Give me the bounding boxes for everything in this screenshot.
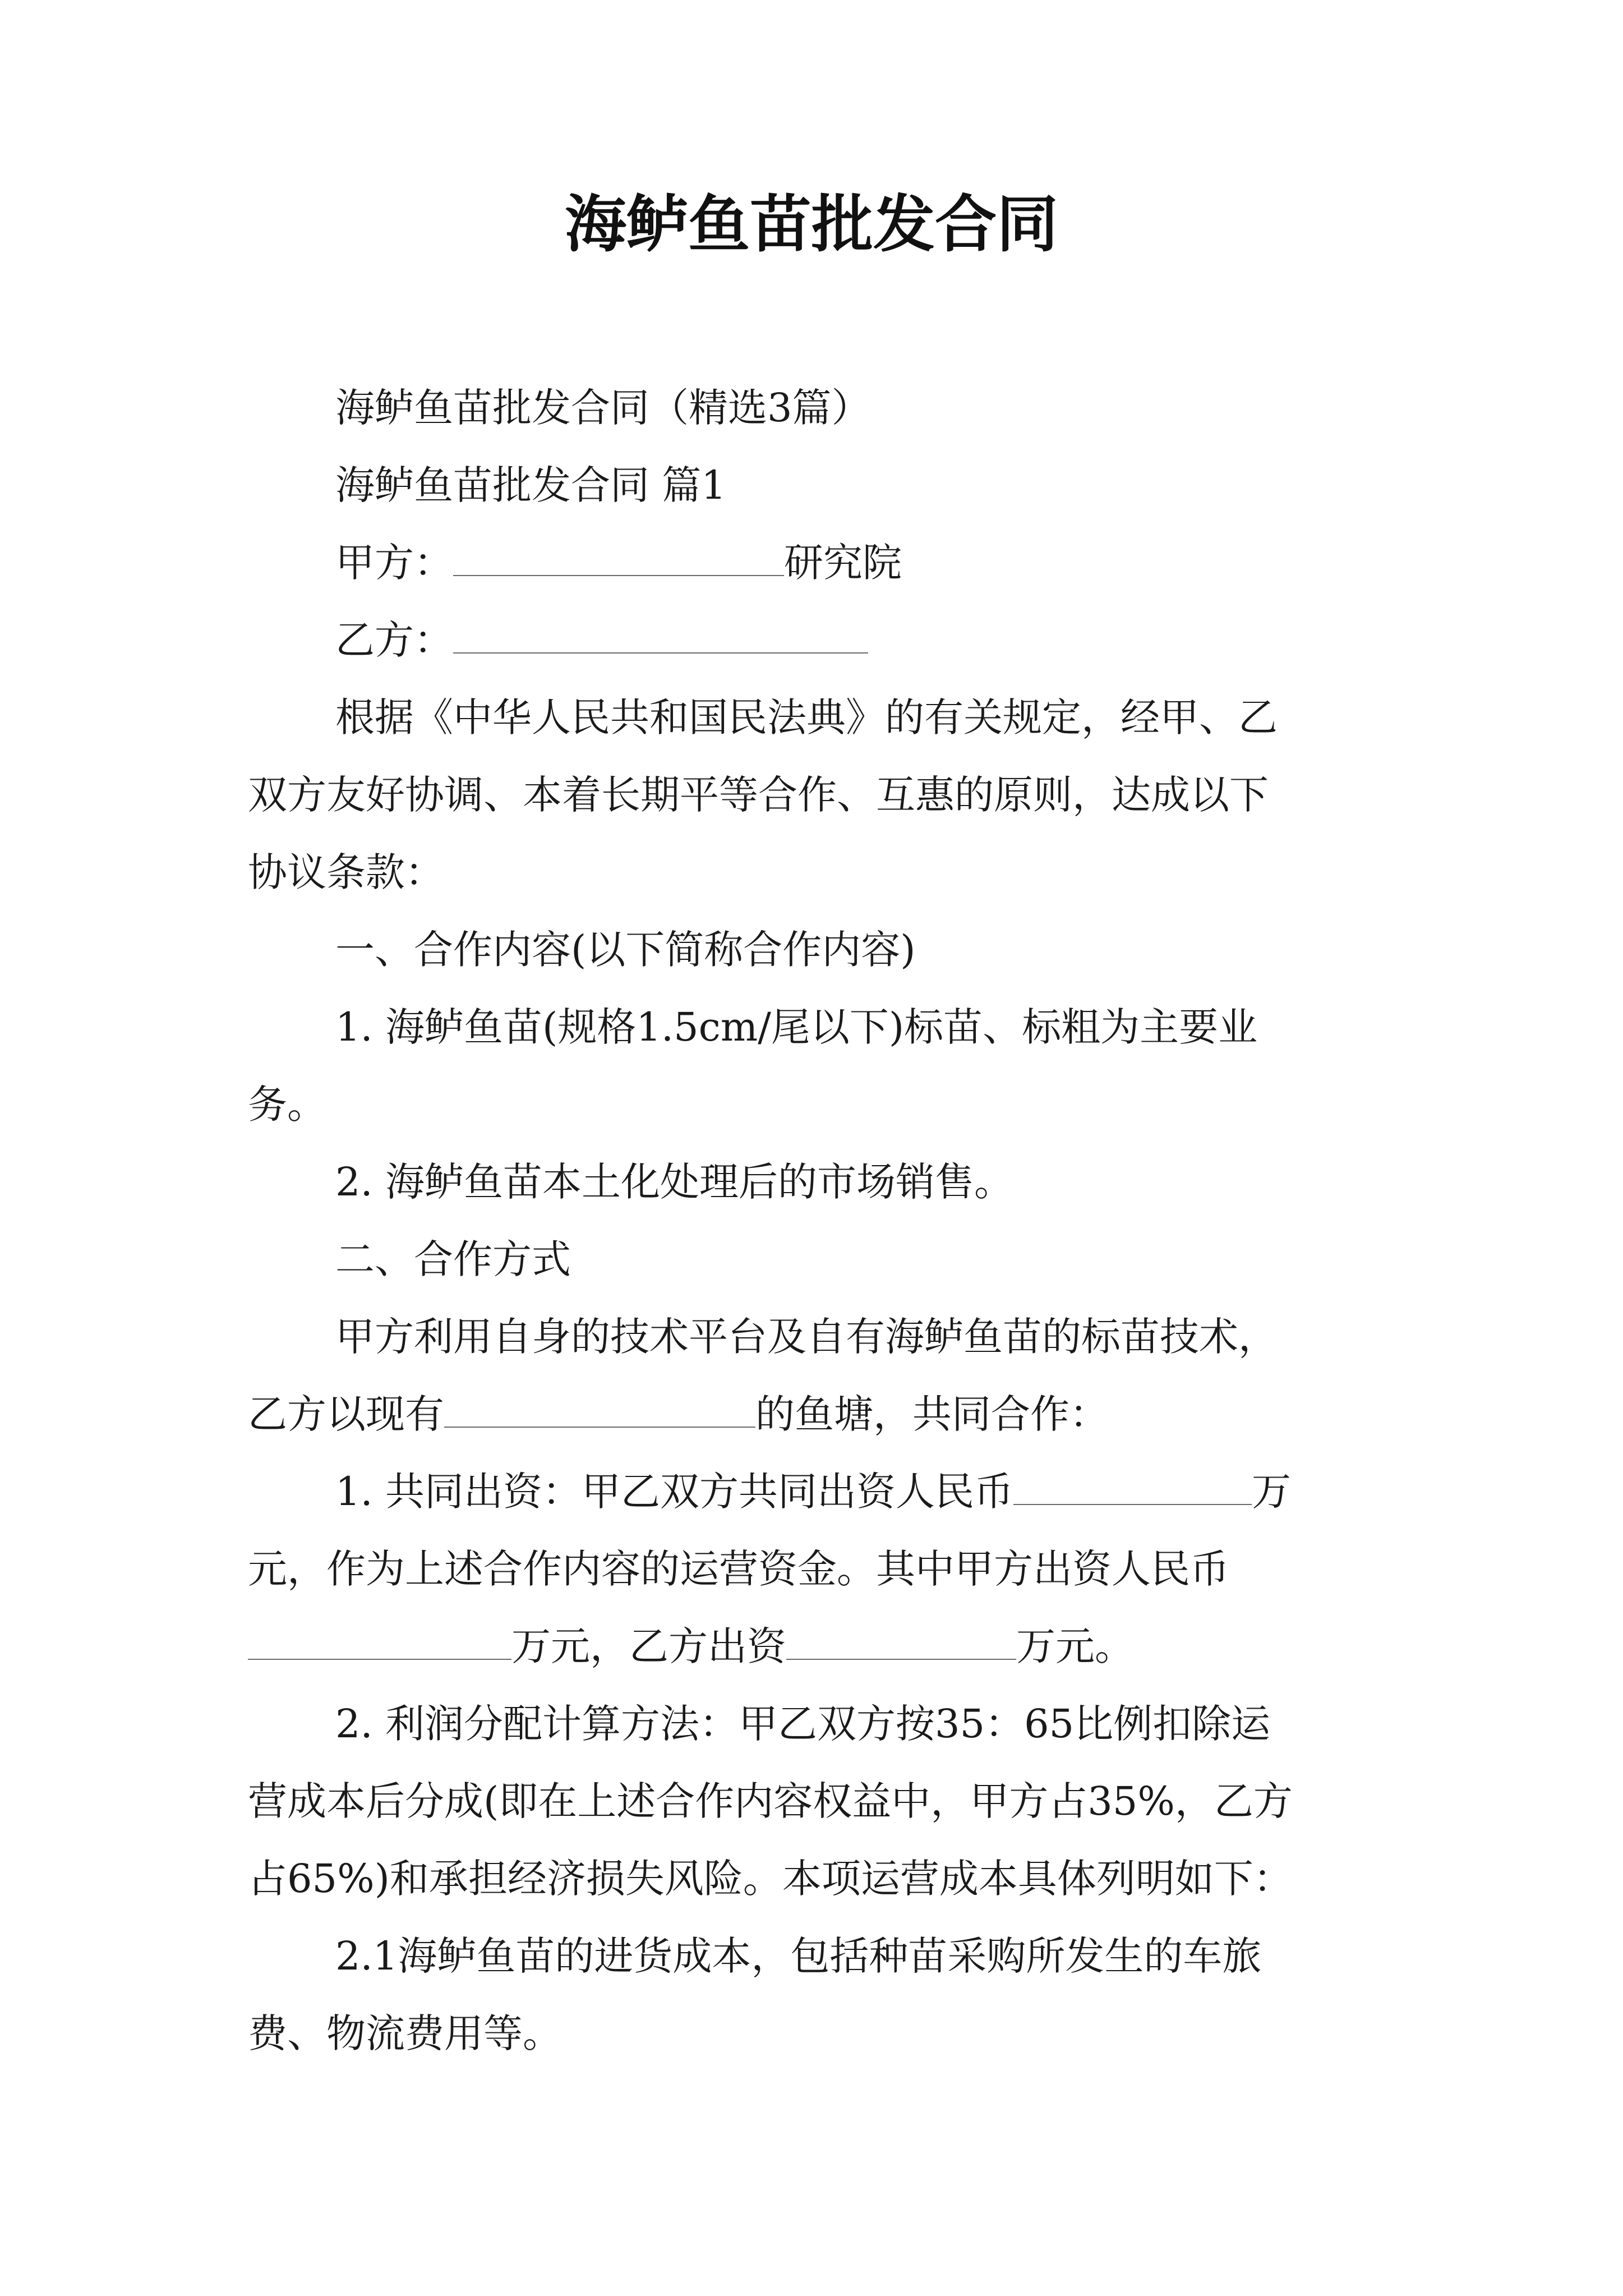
section-heading-2: 二、合作方式 (335, 1236, 571, 1282)
party-b-label: 乙方： (335, 617, 453, 663)
cooperation-line-1: 甲方利用自身的技术平台及自有海鲈鱼苗的标苗技术， (335, 1314, 1278, 1360)
party-b-blank (453, 618, 868, 654)
cooperation-prefix: 乙方以现有 (248, 1391, 444, 1437)
party-a-blank (453, 540, 784, 576)
cost-item-line-2: 费、物流费用等。 (248, 2010, 562, 2056)
party-b-investment-blank (786, 1624, 1016, 1660)
preamble-line-1: 根据《中华人民共和国民法典》的有关规定，经甲、乙 (335, 694, 1278, 740)
clause-1-1-line-2: 务。 (248, 1082, 326, 1128)
investment-mid: 万元，乙方出资 (511, 1623, 786, 1669)
investment-line-1 (335, 1466, 1291, 1517)
profit-line-2: 营成本后分成(即在上述合作内容权益中，甲方占35%，乙方 (248, 1778, 1293, 1824)
section-heading-1: 一、合作内容(以下简称合作内容) (335, 927, 916, 973)
party-a-label: 甲方： (335, 540, 453, 586)
pond-blank (444, 1392, 755, 1428)
investment-prefix: 1. 共同出资：甲乙双方共同出资人民币 (335, 1469, 1014, 1515)
party-a-investment-blank (248, 1624, 511, 1660)
investment-line-2: 元，作为上述合作内容的运营资金。其中甲方出资人民币 (248, 1546, 1229, 1592)
profit-line-1: 2. 利润分配计算方法：甲乙双方按35：65比例扣除运 (335, 1701, 1271, 1747)
clause-1-2: 2. 海鲈鱼苗本土化处理后的市场销售。 (335, 1159, 1014, 1205)
cost-item-line-1: 2.1海鲈鱼苗的进货成本，包括种苗采购所发生的车旅 (335, 1933, 1262, 1979)
party-a-suffix: 研究院 (784, 540, 902, 586)
subtitle-collection: 海鲈鱼苗批发合同（精选3篇） (335, 385, 871, 431)
investment-end: 万元。 (1016, 1623, 1134, 1669)
party-a-line (335, 537, 902, 588)
profit-line-3: 占65%)和承担经济损失风险。本项运营成本具体列明如下： (248, 1856, 1293, 1902)
cooperation-suffix: 的鱼塘，共同合作： (755, 1391, 1109, 1437)
subtitle-part-1: 海鲈鱼苗批发合同 篇1 (335, 462, 726, 508)
preamble-line-3: 协议条款： (248, 849, 444, 895)
preamble-line-2: 双方友好协调、本着长期平等合作、互惠的原则，达成以下 (248, 772, 1269, 818)
investment-unit: 万 (1252, 1469, 1292, 1515)
document-title: 海鲈鱼苗批发合同 (565, 188, 1058, 260)
clause-1-1-line-1: 1. 海鲈鱼苗(规格1.5cm/尾以下)标苗、标粗为主要业 (335, 1004, 1258, 1050)
total-investment-blank (1013, 1469, 1252, 1505)
cooperation-line-2 (248, 1389, 1109, 1439)
investment-line-3 (248, 1621, 1134, 1672)
party-b-line (335, 615, 868, 665)
